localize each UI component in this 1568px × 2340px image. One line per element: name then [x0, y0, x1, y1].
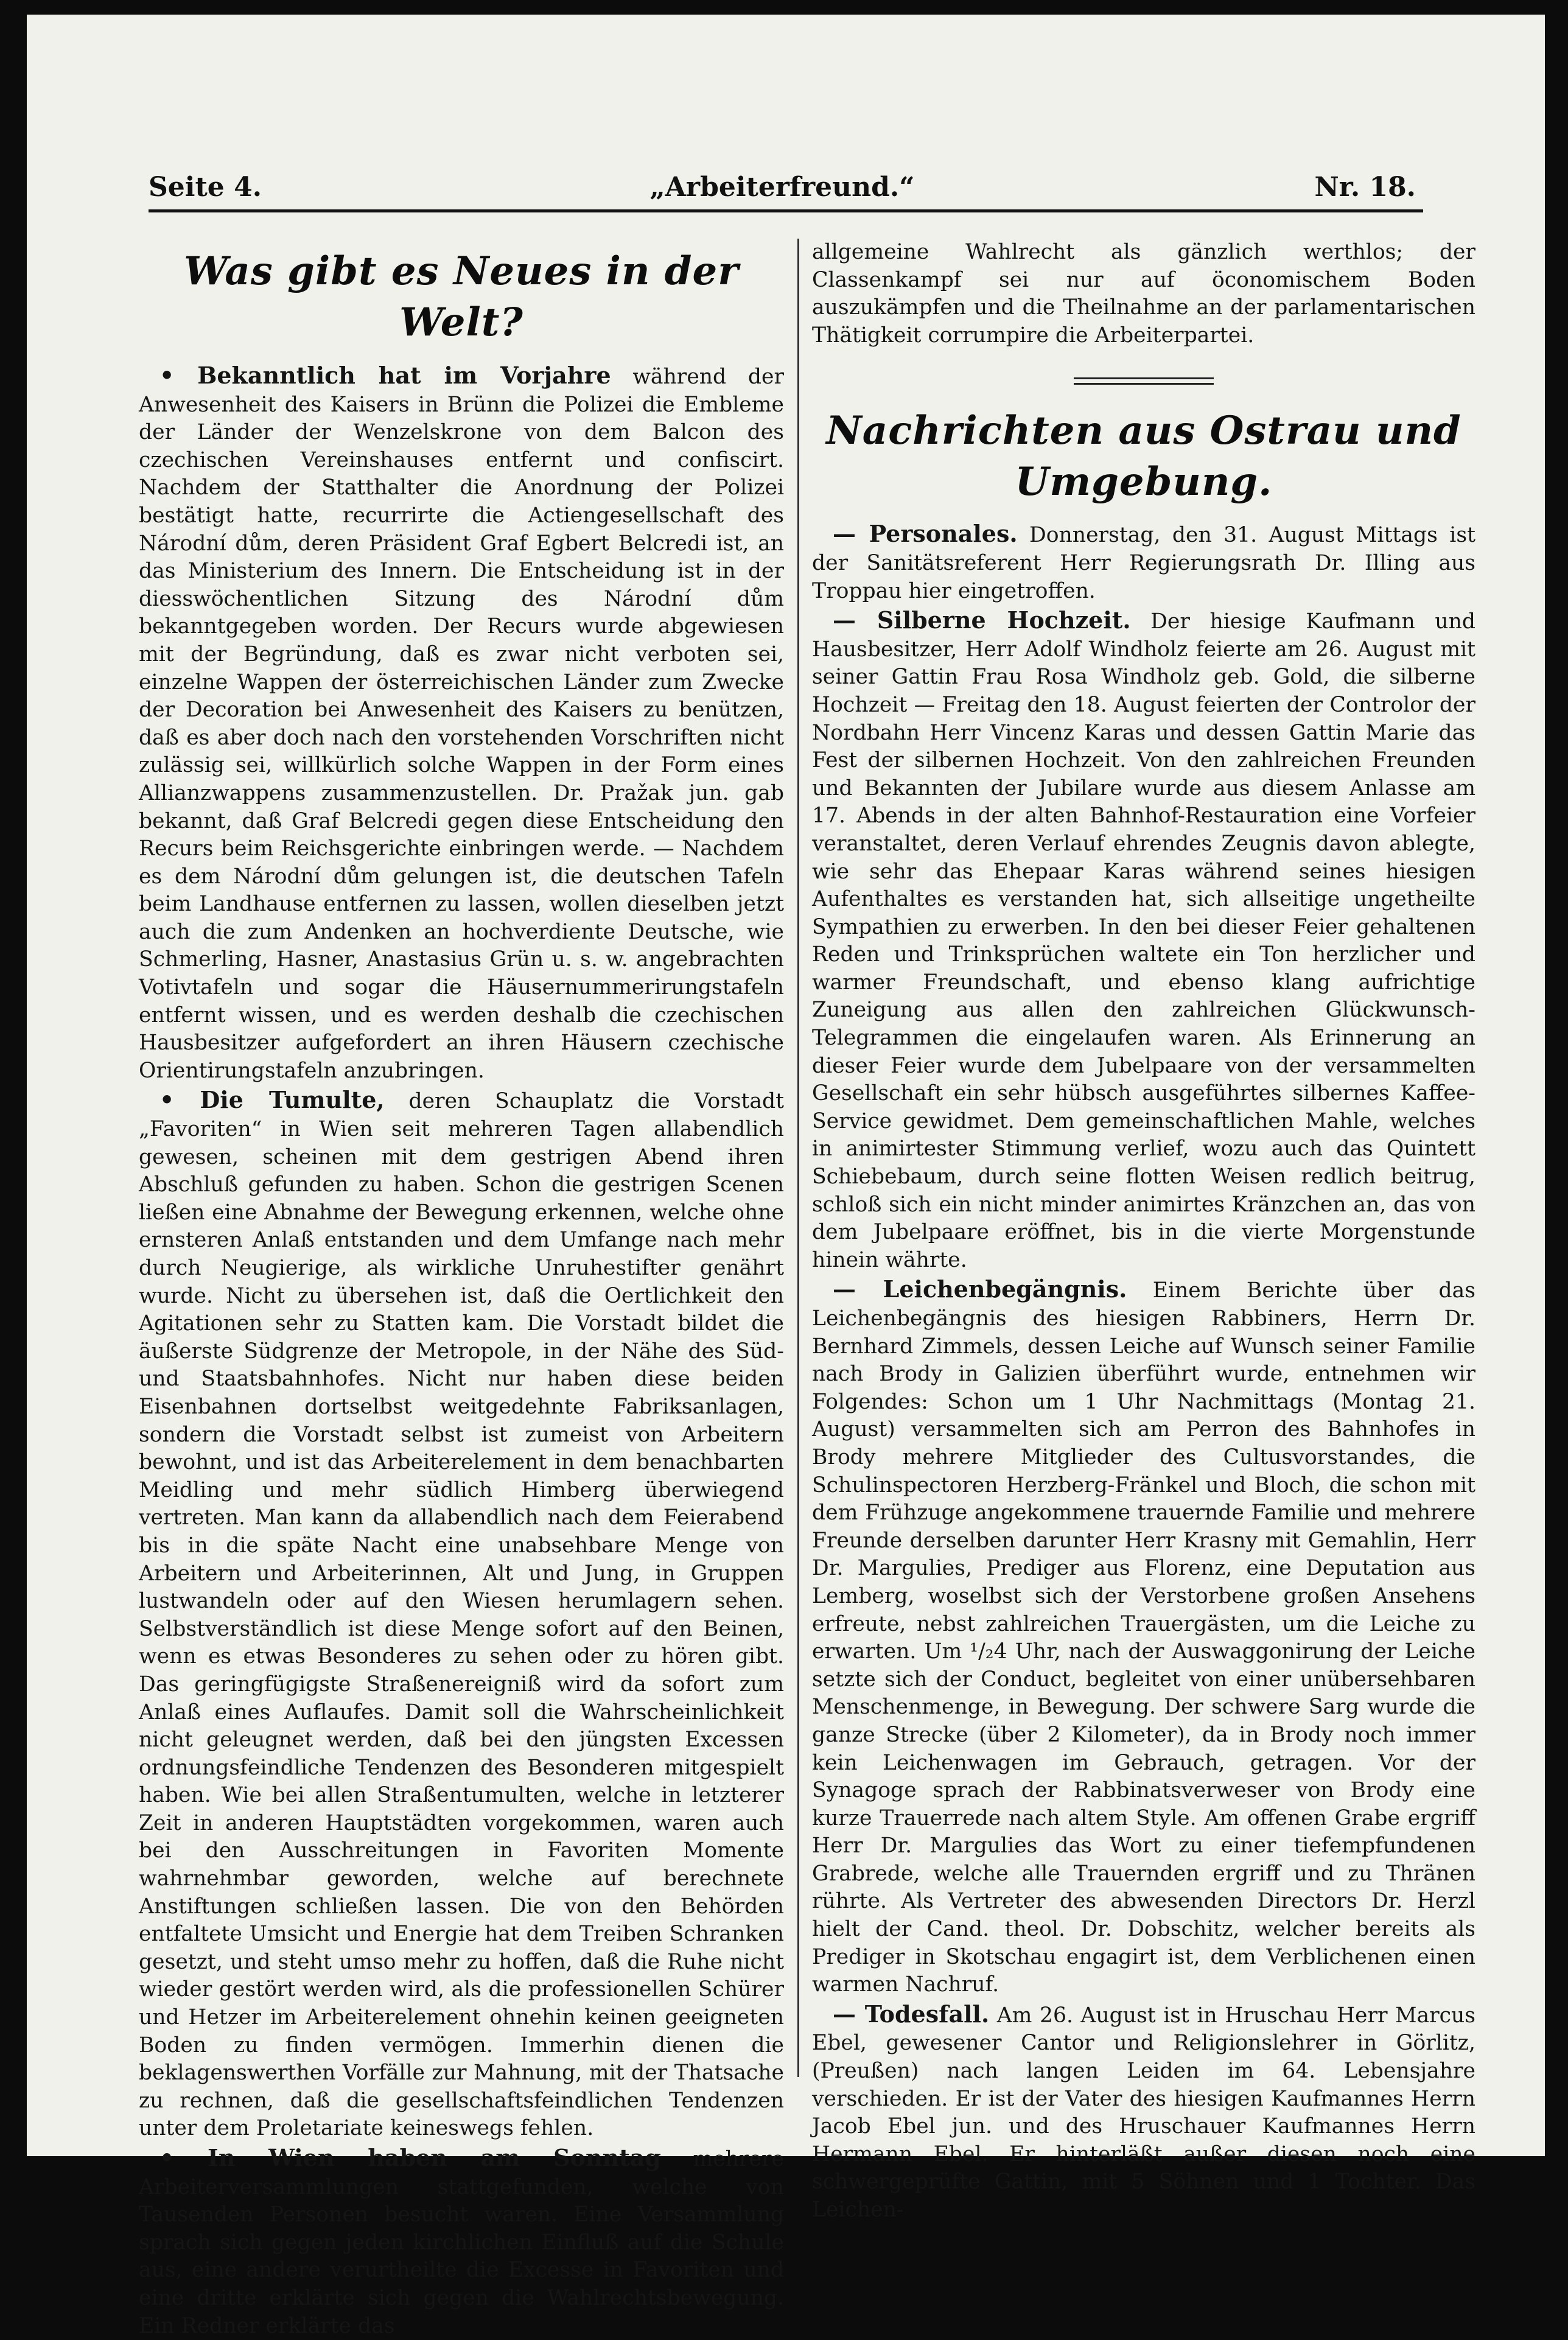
running-head: [149, 172, 1416, 211]
article-lead: — Personales.: [833, 520, 1018, 548]
article-body: Am 26. August ist in Hruschau Herr Marcus Ebel, gewesener Cantor und Religionslehrer in Görlitz, (Preußen) nach langen Leiden im 64. Lebensjahre verschieden. Er ist der Vater des hiesigen Kaufmannes Herrn Jacob Ebel jun. und des Hruschauer Kaufmannes Herrn Hermann Ebel. Er hinterläßt außer diesen noch eine schwergeprüfte Gattin, mit 5 Söhnen und 1 Tochter. Das Leichen-: [812, 2003, 1475, 2222]
article-wappen: [139, 362, 784, 1085]
article-leichenbegaengnis: [812, 1275, 1475, 1998]
article-lead: — Leichenbegängnis.: [833, 1275, 1127, 1303]
section-separator: [1074, 377, 1214, 385]
section-title-news: Was gibt es Neues in der Welt?: [184, 248, 739, 345]
article-versammlungen: [139, 2144, 784, 2340]
article-body: deren Schauplatz die Vorstadt „Favoriten“ in Wien seit mehreren Tagen allabendlich gewesen, scheinen mit dem gestrigen Abend ihren Abschluß gefunden zu haben. Schon die gestrigen Scenen ließen eine Abnahme der Bewegung erkennen, welche ohne ernsteren Anlaß entstanden und dem Umfange nach mehr durch Neugierige, als wirkliche Unruhestifter genährt wurde. Nicht zu übersehen ist, daß die Oertlichkeit den Agitationen sehr zu Statten kam. Die Vorstadt bildet die äußerste Südgrenze der Metropole, in der Nähe des Süd- und Staatsbahnhofes. Nicht nur haben diese beiden Eisenbahnen dortselbst weitgedehnte Fabriksanlagen, sondern die Vorstadt selbst ist zumeist von Arbeitern bewohnt, und ist das Arbeiterelement in dem benachbarten Meidling und mehr südlich Himberg überwiegend vertreten. Man kann da allabendlich nach dem Feierabend bis in die späte Nacht eine unabsehbare Menge von Arbeitern und Arbeiterinnen, Alt und Jung, in Gruppen lustwandeln oder auf den Wiesen herumlagern sehen. Selbstverständlich ist diese Menge sofort auf den Beinen, wenn es etwas Besonderes zu sehen oder zu hören gibt. Das geringfügigste Straßenereigniß wird da sofort zum Anlaß eines Auflaufes. Damit soll die Wahrscheinlichkeit nicht geleugnet werden, daß bei den jüngsten Excessen ordnungsfeindliche Tendenzen des Besonderen mitgespielt haben. Wie bei allen Straßentumulten, welche in letzterer Zeit in anderen Hauptstädten vorgekommen, waren auch bei den Ausschreitungen in Favoriten Momente wahrnehmbar geworden, welche auf berechnete Anstiftungen schließen lassen. Die von den Behörden entfaltete Umsicht und Energie hat dem Treiben Schranken gesetzt, und steht umso mehr zu hoffen, daß die Ruhe nicht wieder gestört werden wird, als die professionellen Schürer und Hetzer im Arbeiterelement ohnehin keinen geeigneten Boden zu finden vermögen. Immerhin dienen die beklagenswerthen Vorfälle zur Mahnung, mit der Thatsache zu rechnen, daß die gesellschaftsfeindlichen Tendenzen unter dem Proletariate keineswegs fehlen.: [139, 1089, 784, 2141]
right-column: [812, 239, 1475, 2222]
article-todesfall: [812, 2000, 1475, 2224]
header-rule: [149, 209, 1423, 212]
article-body: während der Anwesenheit des Kaisers in Brünn die Polizei die Embleme der Länder der Wenzelskrone von dem Balcon des czechischen Vereinshauses entfernt und confiscirt. Nachdem der Statthalter die Anordnung der Polizei bestätigt hatte, recurrirte die Actiengesellschaft des Národní dům, deren Präsident Graf Egbert Belcredi ist, an das Ministerium des Innern. Die Entscheidung ist in der diesswöchentlichen Sitzung des Národní dům bekanntgegeben worden. Der Recurs wurde abgewiesen mit der Begründung, daß es zwar nicht verboten sei, einzelne Wappen der österreichischen Länder zum Zwecke der Decoration bei Anwesenheit des Kaisers zu benützen, daß es aber doch nach den vorstehenden Vorschriften nicht zulässig sei, willkürlich solche Wappen in der Form eines Allianzwappens zusammenzustellen. Dr. Pražak jun. gab bekannt, daß Graf Belcredi gegen diese Entscheidung den Recurs beim Reichsgerichte einbringen werde. — Nachdem es dem Národní dům gelungen ist, die deutschen Tafeln beim Landhause entfernen zu lassen, wollen dieselben jetzt auch die zum Andenken an hochverdiente Deutsche, wie Schmerling, Hasner, Anastasius Grün u. s. w. angebrachten Votivtafeln und sogar die Häusernummerirungstafeln entfernt wissen, und es werden deshalb die czechischen Hausbesitzer aufgefordert an ihren Häusern czechische Orientirungstafeln anzubringen.: [139, 365, 784, 1083]
article-body: Der hiesige Kaufmann und Hausbesitzer, Herr Adolf Windholz feierte am 26. August mit seiner Gattin Frau Rosa Windholz geb. Gold, die silberne Hochzeit — Freitag den 18. August feierten der Controlor der Nordbahn Herr Vincenz Karas und dessen Gattin Marie das Fest der silbernen Hochzeit. Von den zahlreichen Freunden und Bekannten der Jubilare wurde aus diesem Anlasse am 17. Abends in der alten Bahnhof-Restauration eine Vorfeier veranstaltet, deren Verlauf ehrendes Zeugnis davon ablegte, wie sehr das Ehepaar Karas während seines hiesigen Aufenthaltes es verstanden hat, sich allseitige ungetheilte Sympathien zu erwerben. In den bei dieser Feier gehaltenen Reden und Trinksprüchen waltete ein Ton herzlicher und warmer Freundschaft, und ebenso klang aufrichtige Zuneigung aus allen den zahlreichen Glückwunsch-Telegrammen die eingelaufen waren. Als Erinnerung an dieser Feier wurde dem Jubelpaare von der versammelten Gesellschaft ein sehr hübsch ausgeführtes silbernes Kaffee-Service gewidmet. Dem gemeinschaftlichen Mahle, welches in animirtester Stimmung verlief, wozu auch das Quintett Schiebebaum, durch seine flotten Weisen redlich beitrug, schloß sich ein nicht minder animirtes Kränzchen an, das von dem Jubelpaare eröffnet, bis in die vierte Morgenstunde hinein währte.: [812, 609, 1475, 1272]
section-title-ostrau: Nachrichten aus Ostrau und Umgebung.: [826, 408, 1461, 505]
article-body: Einem Berichte über das Leichenbegängnis des hiesigen Rabbiners, Herrn Dr. Bernhard Zimmels, dessen Leiche auf Wunsch seiner Familie nach Brody in Galizien überführt wurde, entnehmen wir Folgendes: Schon um 1 Uhr Nachmittags (Montag 21. August) versammelten sich am Perron des Bahnhofes in Brody mehrere Mitglieder des Cultusvorstandes, die Schulinspectoren Herzberg-Fränkel und Bloch, die schon mit dem Frühzuge angekommene trauernde Familie und mehrere Freunde derselben darunter Herr Krasny mit Gemahlin, Herr Dr. Margulies, Prediger aus Florenz, eine Deputation aus Lemberg, woselbst sich der Verstorbene großen Ansehens erfreute, nebst zahlreichen Trauergästen, um die Leiche zu erwarten. Um ¹/₂4 Uhr, nach der Auswaggonirung der Leiche setzte sich der Conduct, begleitet von einer unübersehbaren Menschenmenge, in Bewegung. Der schwere Sarg wurde die ganze Strecke (über 2 Kilometer), da in Brody noch immer kein Leichenwagen im Gebrauch, getragen. Vor der Synagoge sprach der Rabbinatsverweser von Brody eine kurze Trauerrede nach altem Style. Am offenen Grabe ergriff Herr Dr. Margulies das Wort zu einer tiefempfundenen Grabrede, welche alle Trauernden ergriff und zu Thränen rührte. Als Vertreter des abwesenden Directors Dr. Herzl hielt der Cand. theol. Dr. Dobschitz, welcher bereits als Prediger in Skotschau engagirt ist, dem Verblichenen einen warmen Nachruf.: [812, 1278, 1475, 1997]
article-lead: • Die Tumulte,: [159, 1086, 385, 1114]
article-lead: • Bekanntlich hat im Vorjahre: [159, 362, 611, 389]
issue-number: Nr. 18.: [1314, 172, 1416, 203]
left-column: [139, 239, 784, 2338]
article-personales: [812, 520, 1475, 605]
article-lead: — Silberne Hochzeit.: [833, 606, 1131, 634]
article-tumulte: [139, 1086, 784, 2143]
paper-title: „Arbeiterfreund.“: [649, 172, 915, 203]
page-number: Seite 4.: [149, 172, 262, 203]
article-body: mehrere Arbeiterversammlungen stattgefunden, welche von Tausenden Personen besucht waren. Eine Versammlung sprach sich gegen jeden kirchlichen Einfluß auf die Schule aus, eine andere verurtheilte die Excesse in Favoriten und eine dritte erklärte sich gegen die Wahlrechtsbewegung. Ein Redner erklärte das: [139, 2147, 784, 2338]
article-lead: • In Wien haben am Sonntag: [159, 2144, 661, 2171]
article-body: Donnerstag, den 31. August Mittags ist der Sanitätsreferent Herr Regierungsrath Dr. Illing aus Troppau hier eingetroffen.: [812, 523, 1475, 603]
newspaper-page: [27, 15, 1545, 2338]
article-continuation: allgemeine Wahlrecht als gänzlich werthlos; der Classenkampf sei nur auf öconomischem Boden auszukämpfen und die Theilnahme an der parlamentarischen Thätigkeit corrumpire die Arbeiterpartei.: [812, 240, 1475, 348]
article-lead: — Todesfall.: [833, 2000, 990, 2028]
column-rule: [797, 239, 799, 2077]
article-silberne-hochzeit: [812, 606, 1475, 1274]
